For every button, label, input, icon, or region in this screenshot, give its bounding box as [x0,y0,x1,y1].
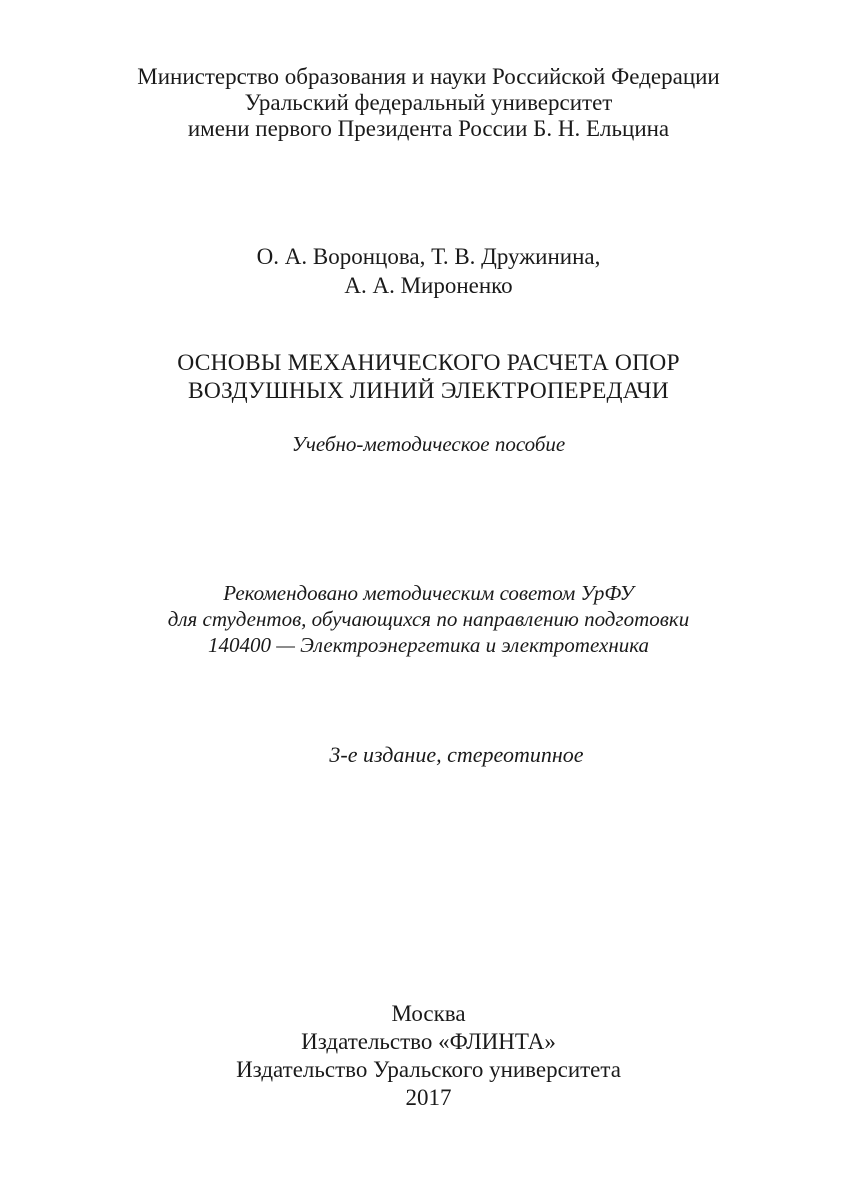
book-title-line-2: ВОЗДУШНЫХ ЛИНИЙ ЭЛЕКТРОПЕРЕДАЧИ [188,378,669,404]
recommendation-line-3: 140400 — Электроэнергетика и электротехника [207,633,650,657]
authors [0,242,857,300]
imprint [0,1000,857,1112]
imprint-year: 2017 [405,1085,452,1110]
recommendation-line-1: Рекомендовано методическим советом УрФУ [223,581,634,605]
book-title [0,349,857,405]
authors-line-1: О. А. Воронцова, Т. В. Дружинина, [256,244,601,269]
imprint-publisher-flinta: Издательство «ФЛИНТА» [301,1029,556,1054]
authors-line-2: А. А. Мироненко [344,273,513,298]
university-line: Уральский федеральный университет [244,90,613,115]
imprint-city: Москва [391,1001,466,1026]
ministry-line: Министерство образования и науки Российской Федерации [137,64,720,89]
university-named-after-line: имени первого Президента России Б. Н. Ельцина [187,116,670,141]
institution-header [0,64,857,142]
book-title-line-1: ОСНОВЫ МЕХАНИЧЕСКОГО РАСЧЕТА ОПОР [177,350,680,376]
recommendation-line-2: для студентов, обучающихся по направлению подготовки [167,607,690,631]
book-subtitle: Учебно-методическое пособие [291,432,566,456]
edition-note: 3-е издание, стереотипное [329,742,584,767]
imprint-publisher-university: Издательство Уральского университета [236,1057,621,1082]
recommendation-note [0,580,857,658]
